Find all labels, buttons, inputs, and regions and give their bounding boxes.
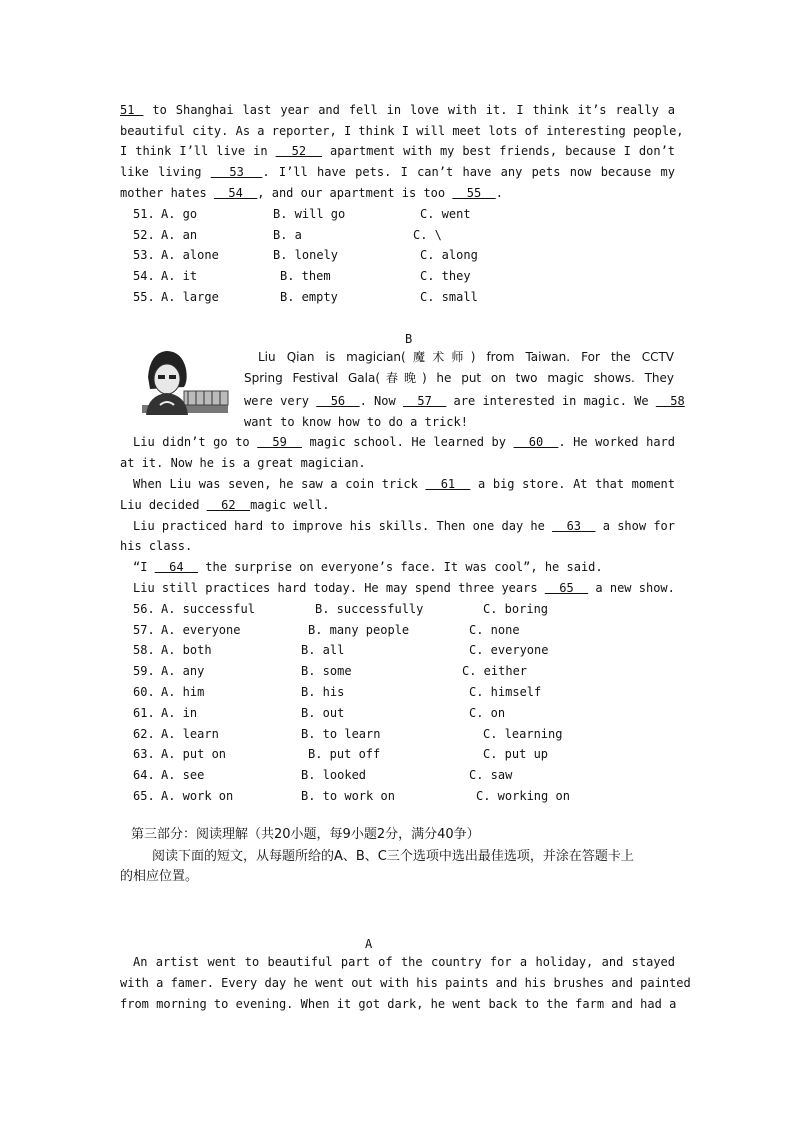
- answer-option: B. out: [301, 706, 345, 720]
- passage-line: [120, 102, 675, 118]
- answer-option: A. large: [161, 290, 219, 304]
- passage-text: at it. Now he is a great magician.: [120, 456, 366, 470]
- reading-line: from morning to evening. When it got dark, he went back to the farm and had a: [120, 997, 677, 1011]
- answer-option: C. they: [420, 269, 471, 283]
- question-number: 58.: [133, 643, 155, 657]
- passage-line: [133, 518, 675, 534]
- passage-text: “I: [133, 560, 155, 574]
- passage-text: like living: [120, 165, 211, 179]
- question-number: 65.: [133, 789, 155, 803]
- answer-option: C. along: [420, 248, 478, 262]
- passage-text: When Liu was seven, he saw a coin trick: [133, 477, 426, 491]
- passage-text: , and our apartment is too: [257, 186, 453, 200]
- passage-line: [120, 455, 675, 471]
- answer-blank: 56: [316, 394, 360, 408]
- passage-text: the surprise on everyone’s face. It was cool”, he said.: [198, 560, 603, 574]
- passage-line: [244, 393, 685, 409]
- question-number: 53.: [133, 248, 155, 262]
- passage-text: Liu decided: [120, 498, 207, 512]
- answer-option: C. small: [420, 290, 478, 304]
- answer-option: C. went: [420, 207, 471, 221]
- answer-option: A. both: [161, 643, 212, 657]
- passage-text: Liu didn’t go to: [133, 435, 258, 449]
- passage-line: [258, 349, 674, 365]
- passage-line: [120, 123, 684, 139]
- part3-instruction-cont: 的相应位置。: [120, 869, 199, 884]
- passage-line: [120, 143, 675, 159]
- answer-option: B. put off: [308, 747, 381, 761]
- passage-text: want to know how to do a trick!: [244, 415, 468, 429]
- answer-blank: 64: [154, 560, 199, 574]
- passage-line: [244, 414, 674, 430]
- answer-option: B. empty: [280, 290, 338, 304]
- answer-option: A. an: [161, 228, 198, 242]
- passage-line: [120, 538, 675, 554]
- question-number: 52.: [133, 228, 155, 242]
- question-number: 62.: [133, 727, 155, 741]
- answer-option: A. see: [161, 768, 205, 782]
- passage-text: beautiful city. As a reporter, I think I will meet lots of interesting people,: [120, 124, 684, 138]
- answer-blank: 51: [120, 103, 144, 117]
- answer-option: B. lonely: [273, 248, 339, 262]
- passage-line: [120, 497, 675, 513]
- passage-text: Liu practiced hard to improve his skills. Then one day he: [133, 519, 553, 533]
- answer-blank: 55: [452, 186, 496, 200]
- answer-option: B. looked: [301, 768, 367, 782]
- answer-option: A. it: [161, 269, 198, 283]
- passage-text: magic well.: [250, 498, 330, 512]
- passage-line: [133, 580, 675, 596]
- question-number: 63.: [133, 747, 155, 761]
- answer-blank: 60: [513, 435, 559, 449]
- passage-text: mother hates: [120, 186, 214, 200]
- passage-line: [133, 476, 675, 492]
- question-number: 61.: [133, 706, 155, 720]
- answer-option: C. saw: [469, 768, 513, 782]
- answer-option: B. his: [301, 685, 345, 699]
- question-number: 51.: [133, 207, 155, 221]
- answer-option: C. \: [413, 228, 442, 242]
- answer-option: B. successfully: [315, 602, 424, 616]
- answer-option: C. learning: [483, 727, 563, 741]
- passage-text: a big store. At that moment: [470, 477, 676, 491]
- passage-text: magic school. He learned by: [301, 435, 514, 449]
- reading-line: An artist went to beautiful part of the country for a holiday, and stayed: [133, 955, 675, 969]
- passage-text: his class.: [120, 539, 193, 553]
- answer-blank: 57: [402, 394, 447, 408]
- passage-text: Spring Festival Gala(春晚) he put on two magic shows. They: [244, 371, 674, 385]
- answer-option: C. himself: [469, 685, 542, 699]
- passage-line: [133, 434, 675, 450]
- passage-line: [120, 185, 675, 201]
- answer-option: C. boring: [483, 602, 549, 616]
- answer-blank: 62: [206, 498, 251, 512]
- question-number: 56.: [133, 602, 155, 616]
- answer-option: A. any: [161, 664, 205, 678]
- answer-option: B. them: [280, 269, 331, 283]
- passage-text: . Now: [359, 394, 403, 408]
- question-number: 59.: [133, 664, 155, 678]
- answer-blank: 53: [210, 165, 263, 179]
- passage-text: a show for: [595, 519, 675, 533]
- answer-blank: 54: [213, 186, 258, 200]
- part3-title: 第三部分：阅读理解（共20小题，每9小题2分，满分40争）: [131, 827, 480, 842]
- answer-option: A. everyone: [161, 623, 241, 637]
- answer-option: A. in: [161, 706, 198, 720]
- answer-blank: 65: [544, 581, 589, 595]
- question-number: 60.: [133, 685, 155, 699]
- answer-option: C. either: [462, 664, 528, 678]
- answer-option: C. on: [469, 706, 506, 720]
- passage-text: to Shanghai last year and fell in love with it. I think it’s really a: [143, 103, 675, 117]
- section-a-heading: A: [365, 937, 373, 951]
- answer-option: B. will go: [273, 207, 346, 221]
- passage-text: I think I’ll live in: [120, 144, 276, 158]
- passage-text: .: [495, 186, 503, 200]
- passage-text: Liu Qian is magician(魔术师) from Taiwan. For the CCTV: [258, 350, 674, 364]
- passage-line: [244, 370, 674, 386]
- reading-line: with a famer. Every day he went out with his paints and his brushes and painted: [120, 976, 691, 990]
- answer-blank: 59: [257, 435, 302, 449]
- part3-instruction: 阅读下面的短文，从每题所给的A、B、C三个选项中选出最佳选项，并涂在答题卡上: [152, 849, 634, 864]
- answer-blank: 58: [655, 394, 685, 408]
- answer-option: B. to work on: [301, 789, 395, 803]
- passage-text: apartment with my best friends, because I don’t: [322, 144, 676, 158]
- answer-blank: 63: [552, 519, 596, 533]
- answer-option: A. alone: [161, 248, 219, 262]
- passage-text: a new show.: [588, 581, 675, 595]
- answer-option: A. learn: [161, 727, 219, 741]
- passage-text: . I’ll have pets. I can’t have any pets now because my: [262, 165, 675, 179]
- answer-option: B. many people: [308, 623, 410, 637]
- answer-option: B. a: [273, 228, 302, 242]
- magician-photo: [140, 347, 232, 415]
- answer-option: C. everyone: [469, 643, 549, 657]
- answer-option: A. work on: [161, 789, 234, 803]
- question-number: 57.: [133, 623, 155, 637]
- passage-text: were very: [244, 394, 317, 408]
- passage-line: [133, 559, 613, 575]
- passage-text: are interested in magic. We: [446, 394, 656, 408]
- answer-option: C. none: [469, 623, 520, 637]
- question-number: 54.: [133, 269, 155, 283]
- question-number: 64.: [133, 768, 155, 782]
- answer-blank: 61: [425, 477, 471, 491]
- passage-text: . He worked hard: [558, 435, 675, 449]
- answer-option: B. all: [301, 643, 345, 657]
- answer-option: A. put on: [161, 747, 227, 761]
- answer-option: A. successful: [161, 602, 255, 616]
- question-number: 55.: [133, 290, 155, 304]
- answer-blank: 52: [275, 144, 323, 158]
- answer-option: A. go: [161, 207, 198, 221]
- answer-option: A. him: [161, 685, 205, 699]
- section-b-heading: B: [405, 332, 413, 346]
- answer-option: B. to learn: [301, 727, 381, 741]
- answer-option: B. some: [301, 664, 352, 678]
- answer-option: C. working on: [476, 789, 570, 803]
- passage-text: Liu still practices hard today. He may spend three years: [133, 581, 545, 595]
- answer-option: C. put up: [483, 747, 549, 761]
- passage-line: [120, 164, 675, 180]
